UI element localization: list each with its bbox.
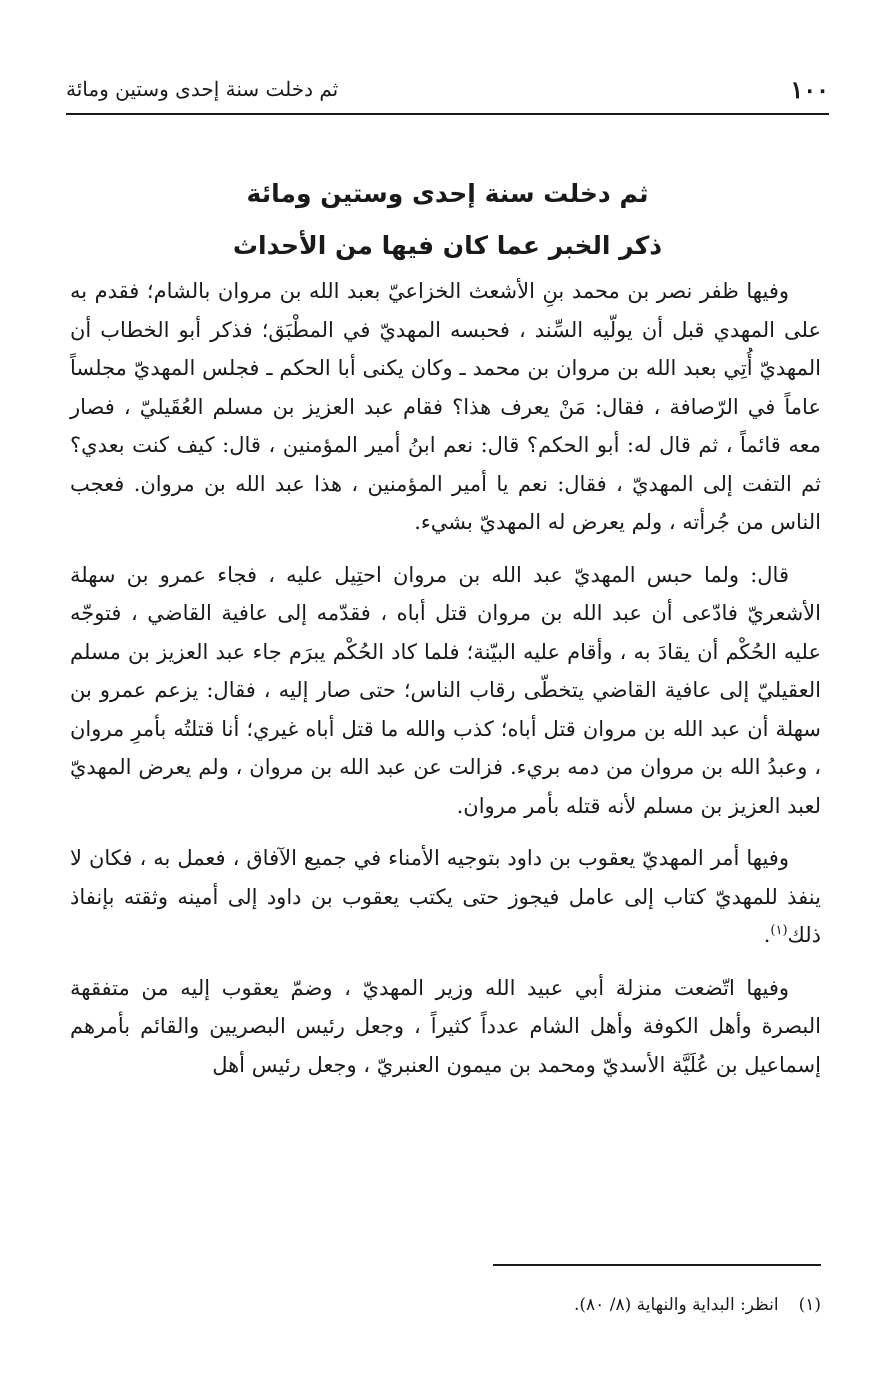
paragraph: وفيها ظفر نصر بن محمد بنِ الأشعث الخزاعيّ بعبد الله بن مروان بالشام؛ فقدم به على المهدي قبل أن يولّيه السِّند ، فحبسه المهديّ في المطْبَق؛ فذكر أبو الخطاب أن المهديّ أُتِي بعبد الله بن مروان بن محمد ـ وكان يكنى أبا الحكم ـ فجلس المهديّ مجلساً عاماً في الرّصافة ، فقال: مَنْ يعرف هذا؟ فقام عبد العزيز بن مسلم العُقَيليّ ، فصار معه قائماً ، ثم قال له: أبو الحكم؟ قال: نعم ابنُ أمير المؤمنين ، قال: كيف كنت بعدي؟ ثم التفت إلى المهديّ ، فقال: نعم يا أمير المؤمنين ، هذا عبد الله بن مروان. فعجب الناس من جُرأته ، ولم يعرض له المهديّ بشيء. [70,279,821,534]
running-header [66,72,829,106]
paragraph-text: وفيها أمر المهديّ يعقوب بن داود بتوجيه الأمناء في جميع الآفاق ، فعمل به ، فكان لا ينفذ للمهديّ كتاب إلى عامل فيجوز حتى يكتب يعقوب بن داود إلى أمينه وثقته بإنفاذ ذلك [70,846,821,947]
footnote-number: (١) [798,1295,821,1315]
footnote [70,1290,821,1320]
running-title: ثم دخلت سنة إحدى وستين ومائة [66,77,339,101]
footnote-text: انظر: البداية والنهاية (٨/ ٨٠). [574,1295,779,1315]
footnote-reference: (١) [770,923,788,938]
page-number: ١٠٠ [790,74,829,104]
paragraph-end-mark: . [763,923,771,947]
paragraph [70,839,821,955]
chapter-headings [66,168,829,272]
section-heading: ذكر الخبر عما كان فيها من الأحداث [232,231,663,260]
footnote-divider [493,1264,821,1266]
body-text [70,272,821,1098]
year-heading: ثم دخلت سنة إحدى وستين ومائة [246,179,649,208]
paragraph: قال: ولما حبس المهديّ عبد الله بن مروان احتِيل عليه ، فجاء عمرو بن سهلة الأشعريّ فادّعى أن عبد الله بن مروان قتل أباه ، فقدّمه إلى عافية القاضي ، فتوجّه عليه الحُكْم أن يقادَ به ، وأقام عليه البيّنة؛ فلما كاد الحُكْم يبرَم جاء عبد العزيز بن مسلم العقيليّ إلى عافية القاضي يتخطّى رقاب الناس؛ حتى صار إليه ، فقال: يزعم عمرو بن سهلة أن عبد الله بن مروان قتل أباه؛ كذب والله ما قتل أباه غيري؛ أنا قتلتُه بأمرِ مروان ، وعبدُ الله بن مروان من دمه بريء. فزالت عن عبد الله بن مروان ، ولم يعرض المهديّ لعبد العزيز بن مسلم لأنه قتله بأمر مروان. [70,562,821,818]
header-divider [66,113,829,115]
paragraph: وفيها اتّضعت منزلة أبي عبيد الله وزير المهديّ ، وضمّ يعقوب إليه من متفقهة البصرة وأهل الكوفة وأهل الشام عدداً كثيراً ، وجعل رئيس البصريين والقائم بأمرهم إسماعيل بن عُلَيَّة الأسديّ ومحمد بن ميمون العنبريّ ، وجعل رئيس أهل [70,975,821,1077]
